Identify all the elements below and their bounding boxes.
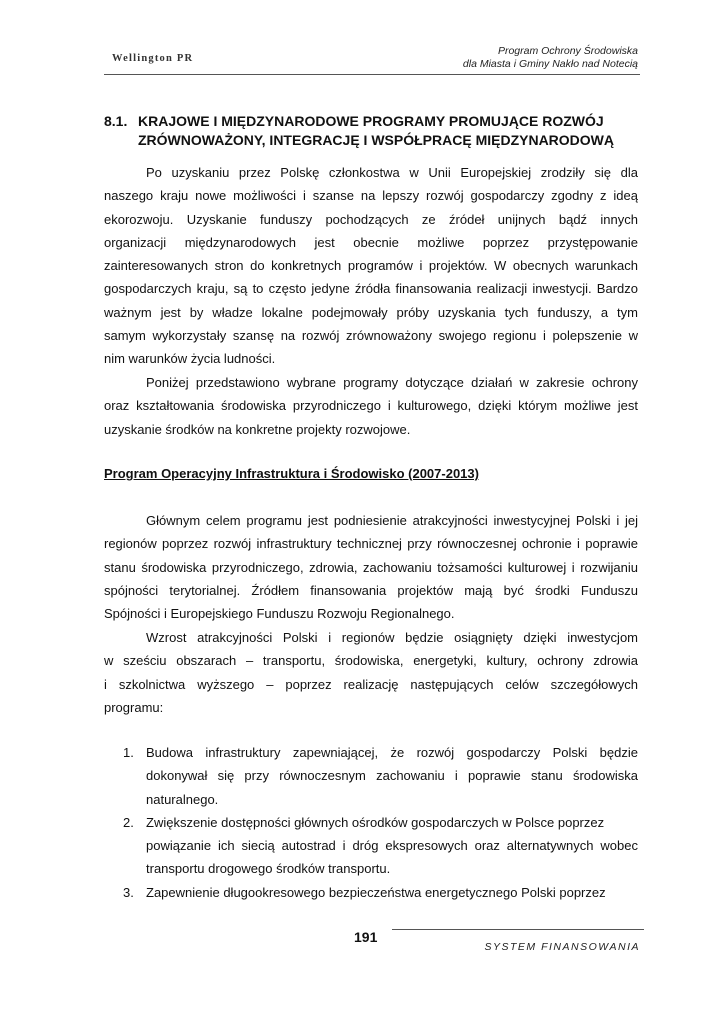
header-divider bbox=[104, 74, 640, 75]
list-item-line: transportu drogowego środków transportu. bbox=[146, 861, 391, 877]
paragraph-line: zainteresowanych stron do konkretnych programów i projektów. W obecnych warunkach bbox=[104, 258, 638, 274]
paragraph-line: naszego kraju nowe możliwości i szanse na lepszy rozwój gospodarczy zgodny z ideą bbox=[104, 188, 638, 204]
paragraph-line: Poniżej przedstawiono wybrane programy dotyczące działań w zakresie ochrony bbox=[146, 375, 638, 390]
paragraph-line: samym wykorzystały szansę na rozwój zrównoważony swojego regionu i polepszenie w bbox=[104, 328, 638, 344]
paragraph-line: ekorozwoju. Uzyskanie funduszy pochodzących ze źródeł unijnych bądź innych bbox=[104, 211, 638, 227]
list-item-number: 3. bbox=[123, 884, 134, 900]
paragraph-line: programu: bbox=[104, 699, 164, 715]
paragraph-line: uzyskanie środków na konkretne projekty rozwojowe. bbox=[104, 421, 411, 437]
list-item-line: powiązanie ich siecią autostrad i dróg ekspresowych oraz alternatywnych wobec bbox=[146, 838, 638, 854]
paragraph-line: spójności terytorialnej. Źródłem finansowania projektów mają być środki Funduszu bbox=[104, 582, 638, 598]
list-item-line: Budowa infrastruktury zapewniającej, że rozwój gospodarczy Polski będzie bbox=[146, 745, 638, 760]
intro-paragraph-2 bbox=[104, 371, 638, 441]
list-item bbox=[104, 811, 638, 881]
section-title-line-1: KRAJOWE I MIĘDZYNARODOWE PROGRAMY PROMUJĄCE ROZWÓJ bbox=[138, 113, 604, 129]
list-item-line: dokonywał się przy równoczesnym zachowaniu i poprawie stanu środowiska bbox=[146, 768, 638, 784]
paragraph-line: stanu środowiska przyrodniczego, zdrowia, zachowaniu tożsamości kulturowej i rozwijaniu bbox=[104, 559, 638, 575]
list-item-number: 1. bbox=[123, 745, 134, 760]
goals-list bbox=[104, 741, 638, 904]
paragraph-line: regionów poprzez rozwój infrastruktury technicznej przy równoczesnej ochronie i poprawie bbox=[104, 536, 638, 552]
page-number: 191 bbox=[354, 929, 378, 945]
section-heading bbox=[104, 112, 644, 150]
paragraph-line: Wzrost atrakcyjności Polski i regionów będzie osiągnięty dzięki inwestycjom bbox=[146, 630, 638, 645]
paragraph-line: Po uzyskaniu przez Polskę członkostwa w Unii Europejskiej zrodziły się dla bbox=[146, 165, 638, 180]
list-item-line: naturalnego. bbox=[146, 791, 219, 807]
section-title-line-2: ZRÓWNOWAŻONY, INTEGRACJĘ I WSPÓŁPRACĘ MIĘDZYNARODOWĄ bbox=[138, 132, 614, 148]
program-title: Program Operacyjny Infrastruktura i Środowisko (2007-2013) bbox=[104, 466, 479, 481]
footer-chapter-title: SYSTEM FINANSOWANIA bbox=[484, 941, 640, 953]
paragraph-line: w sześciu obszarach – transportu, środowiska, energetyki, kultury, ochrony zdrowia bbox=[104, 653, 638, 669]
program-paragraph-2 bbox=[104, 626, 638, 719]
header-company: Wellington PR bbox=[112, 53, 194, 64]
paragraph-line: Spójności i Europejskiego Funduszu Rozwoju Regionalnego. bbox=[104, 606, 455, 622]
header-title-line-1: Program Ochrony Środowiska bbox=[497, 45, 638, 57]
list-item-number: 2. bbox=[123, 814, 134, 830]
list-item bbox=[104, 881, 638, 904]
paragraph-line: gospodarczych kraju, są to często jedyne źródła finansowania realizacji inwestycji. Bardzo bbox=[104, 281, 638, 297]
list-item-line: Zapewnienie długookresowego bezpieczeństwa energetycznego Polski poprzez bbox=[146, 884, 606, 900]
section-number: 8.1. bbox=[104, 113, 128, 129]
intro-paragraph-1 bbox=[104, 161, 638, 371]
paragraph-line: ważnym jest by władze lokalne podejmowały próby uzyskania tych funduszy, a tym bbox=[104, 304, 638, 320]
footer-divider bbox=[392, 929, 644, 930]
header-document-title bbox=[463, 45, 638, 71]
paragraph-line: organizacji międzynarodowych jest obecnie możliwe poprzez przystępowanie bbox=[104, 234, 638, 250]
list-item-line: Zwiększenie dostępności głównych ośrodków gospodarczych w Polsce poprzez bbox=[146, 814, 605, 830]
program-paragraph-1 bbox=[104, 509, 638, 625]
paragraph-line: oraz kształtowania środowiska przyrodniczego i kulturowego, dzięki którym możliwe jest bbox=[104, 398, 638, 414]
paragraph-line: nim warunków życia ludności. bbox=[104, 351, 276, 367]
list-item bbox=[104, 741, 638, 811]
paragraph-line: i szkolnictwa wyższego – poprzez realizację następujących celów szczegółowych bbox=[104, 676, 638, 692]
header-title-line-2: dla Miasta i Gminy Nakło nad Notecią bbox=[462, 58, 638, 70]
paragraph-line: Głównym celem programu jest podniesienie atrakcyjności inwestycyjnej Polski i jej bbox=[146, 513, 638, 528]
